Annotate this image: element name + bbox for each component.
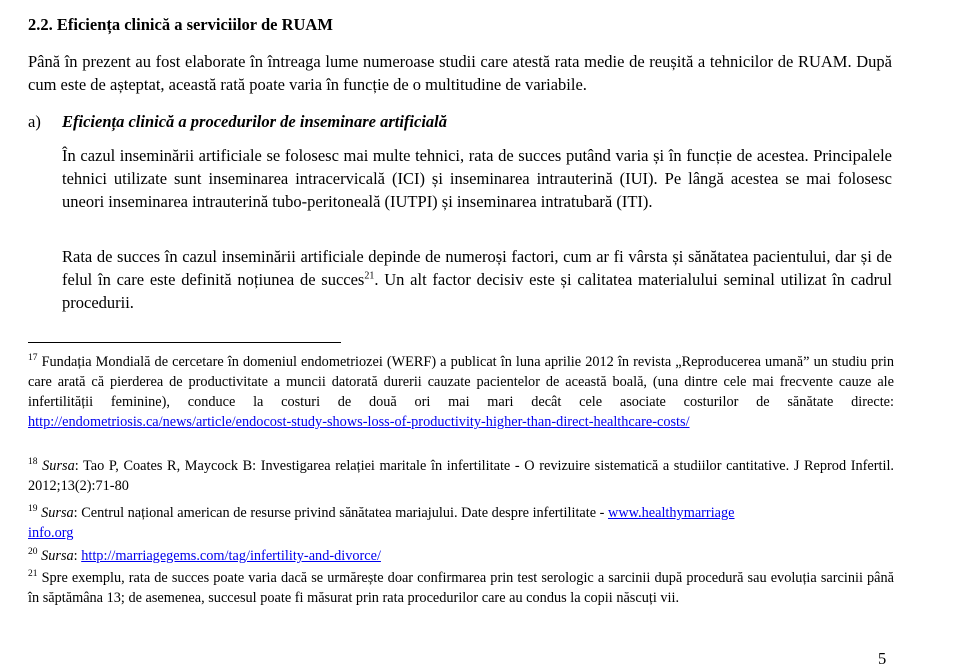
footnote-17	[28, 352, 894, 432]
section-heading: 2.2. Eficiența clinică a serviciilor de RUAM	[28, 15, 333, 34]
paragraph-success-text: Rata de succes în cazul inseminării artificiale depinde de numeroși factori, cum ar fi vârsta și sănătatea pacientului, dar și de felul în care este definită noțiunea de succes	[62, 247, 892, 289]
footnote-ref-21[interactable]: 21	[364, 270, 375, 282]
footnote-text: : Centrul național american de resurse privind sănătatea mariajului. Date despre infertilitate -	[73, 505, 608, 521]
subsection-title: Eficiența clinică a procedurilor de inseminare artificială	[62, 112, 447, 131]
footnote-18	[28, 456, 894, 496]
footnote-link-marriagegems[interactable]: http://marriagegems.com/tag/infertility-and-divorce/	[81, 548, 381, 564]
footnote-text: Fundația Mondială de cercetare în domeniul endometriozei (WERF) a publicat în luna aprilie 2012 în revista „Reproducerea umană” un studiu prin care arată că pierderea de productivitate a muncii datorată durerii cauzate pacientelor de această boală, (una dintre cele mai frecvente cauze ale infertilității feminine), conduce la costuri de două ori mai mari decât cele asociate costurilor de sănătate directe:	[28, 354, 894, 410]
footnote-separator	[28, 342, 341, 343]
link-text-part2: info.org	[28, 525, 74, 541]
intro-paragraph: Până în prezent au fost elaborate în întreaga lume numeroase studii care atestă rata medie de reușită a tehnicilor de RUAM. După cum este de așteptat, această rată poate varia în funcție de o multitudine de variabile.	[28, 52, 892, 94]
page-number: 5	[878, 649, 887, 668]
link-text-part1: www.healthymarriage	[608, 505, 735, 521]
footnote-20	[28, 546, 894, 566]
subsection-marker: a)	[28, 112, 41, 131]
footnote-source-label: Sursa	[41, 505, 74, 521]
footnote-source-label: Sursa	[42, 458, 75, 474]
footnote-number: 20	[28, 547, 38, 558]
footnote-number: 17	[28, 353, 38, 364]
paragraph-success-text-end: . Un alt factor decisiv este și calitatea materialului seminal utilizat în cadrul procedurii.	[62, 270, 892, 312]
footnote-number: 18	[28, 457, 38, 468]
paragraph-success-factors	[62, 245, 892, 314]
footnote-number: 19	[28, 504, 38, 515]
footnote-21	[28, 568, 894, 608]
footnote-source-label: Sursa	[41, 548, 74, 564]
footnote-text: :	[73, 548, 82, 564]
footnote-text: Spre exemplu, rata de succes poate varia dacă se urmărește doar confirmarea prin test serologic a sarcinii după procedură sau evoluția sarcinii până în săptămâna 13; de asemenea, succesul poate fi măsurat prin rata procedurilor care au condus la copii născuți vii.	[28, 570, 894, 606]
paragraph-techniques: În cazul inseminării artificiale se folosesc mai multe tehnici, rata de succes putând varia și în funcție de acestea. Principalele tehnici utilizate sunt inseminarea intracervicală (ICI) și inseminarea intrauterină (IUI). Pe lângă acestea se mai folosesc uneori inseminarea intrauterină tubo-peritoneală (IUTPI) și inseminarea intratubară (ITI).	[62, 146, 892, 211]
footnote-19	[28, 503, 894, 543]
footnote-link-werf[interactable]: http://endometriosis.ca/news/article/endocost-study-shows-loss-of-productivity-higher-than-direct-healthcare-costs/	[28, 414, 690, 430]
footnote-text: : Tao P, Coates R, Maycock B: Investigarea relației maritale în infertilitate - O revizuire sistematică a studiilor cantitative. J Reprod Infertil. 2012;13(2):71-80	[28, 458, 895, 494]
footnote-number: 21	[28, 569, 38, 580]
